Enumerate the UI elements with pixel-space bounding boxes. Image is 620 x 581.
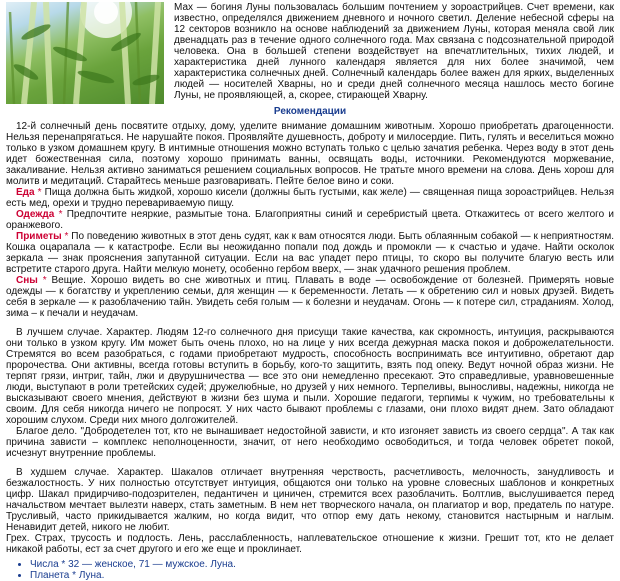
omens-paragraph <box>6 231 614 275</box>
sin-text: Грех. Страх, трусость и подлость. Лень, расслабленность, наплевательское отношение к жизни. Грешит тот, кто не делает никакой работы, ест за счет другого и его же еще и проклинает. <box>6 533 614 555</box>
intro-text: Мах — богиня Луны пользовалась большим почтением у зороастрийцев. Счет времени, как известно, определялся движением дневного и ночного светил. Деление небесной сферы на 12 секторов возникло на основе наблюдений за движением Луны, которая меняла свой лик двенадцать раз в течение одного солнечного года. Мах связана с подсознательной природой человека. Она в большей степени воздействует на впечатлительных, тихих людей, и характеристика дней лунного календаря является для них более значимой, чем характеристика солнечных дней. Солнечный календарь более важен для ярких, выделенных людей — носителей Хварны, но и среди дней солнечного месяца нашлось место богине Луны, не проявляющей, а, скорее, стирающей Хварну. <box>174 2 614 101</box>
food-star: * <box>37 187 42 198</box>
list-item-planet: • Планета * Луна. <box>30 570 614 581</box>
clothes-star: * <box>58 209 63 220</box>
clothes-paragraph <box>6 209 614 231</box>
info-list <box>6 559 614 581</box>
dreams-text: Вещие. Хорошо видеть во сне животных и птиц. Плавать в воде — освобождение от болезней. Примерять новые одежды — к богатству и укреплению семьи, для женщин — к беременности. Летать — к обретению сил и новых друзей. Видеть себя в зеркале — к разоблачению тайн. Увидеть себя голым — к болезни и неудачам. Огонь — к потере сил, страданиям. Холод, зима – к печали и неудачам. <box>6 275 615 319</box>
bamboo-photo <box>6 2 164 104</box>
food-paragraph <box>6 187 614 209</box>
good-deed-text: Благое дело. "Добродетелен тот, кто не вынашивает недостойной зависти, и кто изгоняет зависть из своего сердца". А так как причина зависти – комплекс неполноценности, значит, от него необходимо освободиться, и тогда человек обретет покой, исчезнут внутренние проблемы. <box>6 426 614 459</box>
omens-text: По поведению животных в этот день судят, как к вам относятся люди. Быть облаянным собакой — к неприятностям. Кошка оцарапала — к катастрофе. Если вы неожиданно попали под дождь и промокли — к счастью и удаче. Найти осколок зеркала — знак прояснения запутанной ситуации. Если на вас упадет перо птицы, то скоро вы получите благую весть или встретите старого друга. Найти мелкую монету, особенно гербом вверх, — знак удачного решения проблем. <box>6 231 615 275</box>
clothes-text: Предпочтите неяркие, размытые тона. Благоприятны синий и серебристый цвета. Откажитесь от всего желтого и оранжевого. <box>6 209 615 231</box>
recommendations-text: 12-й солнечный день посвятите отдыху, дому, уделите внимание домашним животным. Хорошо приобретать драгоценности. Нельзя перенапрягаться. Не нарушайте покоя. Проявляйте душевность, доброту и милосердие. Пить, гулять и веселиться можно только в узком домашнем кругу. В интимные отношения можно вступать только с целью зачатия ребенка. Через воду в этот день идет божественная сила, поэтому хорошо принимать ванны, освящать воды, источники. Рекомендуются моржевание, закаливание. Нельзя активно заниматься решением социальных вопросов. Не тратьте много времени на слова. День хорош для молитв и медитаций. Старайтесь меньше разговаривать. Пейте белое вино и соки. <box>6 121 614 187</box>
omens-label: Приметы <box>16 231 62 242</box>
dreams-paragraph <box>6 275 614 319</box>
section-heading: Рекомендации <box>273 106 347 117</box>
dreams-star: * <box>42 275 47 286</box>
best-case-text: В лучшем случае. Характер. Людям 12-го солнечного дня присущи такие качества, как скромность, интуиция, раскрываются они только в узком кругу. Им может быть очень плохо, но на лице у них всегда дежурная маска покоя и доброжелательности. Стремятся во всем разобраться, с годами приобретают мудрость, способность воспринимать все интуитивно, обретают дар пророчества. Они активны, всегда готовы вступить в борьбу, кого-то защитить, взять под опеку. Ведут ночной образ жизни. Не терпят грязи, интриг, тайн, лжи и двурушничества — все это они немедленно пресекают. Это справедливые, уравновешенные люди, выступают в роли третейских судей; дружелюбные, но друзей у них немного. Терпеливы, выносливы, надежны, никогда не высказывают своего мнения, действуют в жизни без шума и пыли. Хорошие педагоги, терпимы к чужим, но требовательны к своим. Для себя никогда ничего не попросят. У них часто бывают проблемы с глазами, они плохо видят днем. Зато обладают хорошим слухом. Среди них много долгожителей. <box>6 327 614 426</box>
omens-star: * <box>64 231 69 242</box>
bamboo-illustration <box>6 2 164 104</box>
spacer <box>6 319 614 327</box>
food-label: Еда <box>16 187 35 198</box>
clothes-label: Одежда <box>16 209 55 220</box>
spacer <box>6 459 614 467</box>
worst-case-text: В худшем случае. Характер. Шакалов отличает внутренняя черствость, расчетливость, мелочность, занудливость и безжалостность. У них полностью отсутствует интуиция, общаются они только на уровне словесных шаблонов и конкретных цифр. Шакал придирчиво-подозрителен, педантичен и циничен, стремится всех разоблачить. Болтлив, выслушивается перед начальством мечтает вылезти наверх, стать заметным. В нем нет творческого начала, он плагиатор и вор, предатель по натуре. Трусливый, часто прикидывается жалким, но когда видит, что отпор ему дать некому, становится настырным и наглым. Ненавидит детей, никого не любит. <box>6 467 614 533</box>
dreams-label: Сны <box>16 275 38 286</box>
list-item-numbers: • Числа * 32 — женское, 71 — мужское. Луна. <box>30 559 614 570</box>
food-text: Пища должна быть жидкой, хорошо кисели (должны быть густыми, как желе) — священная пища зороастрийцев. Нельзя есть мед, орехи и трудно перевариваемую пищу. <box>6 187 615 209</box>
